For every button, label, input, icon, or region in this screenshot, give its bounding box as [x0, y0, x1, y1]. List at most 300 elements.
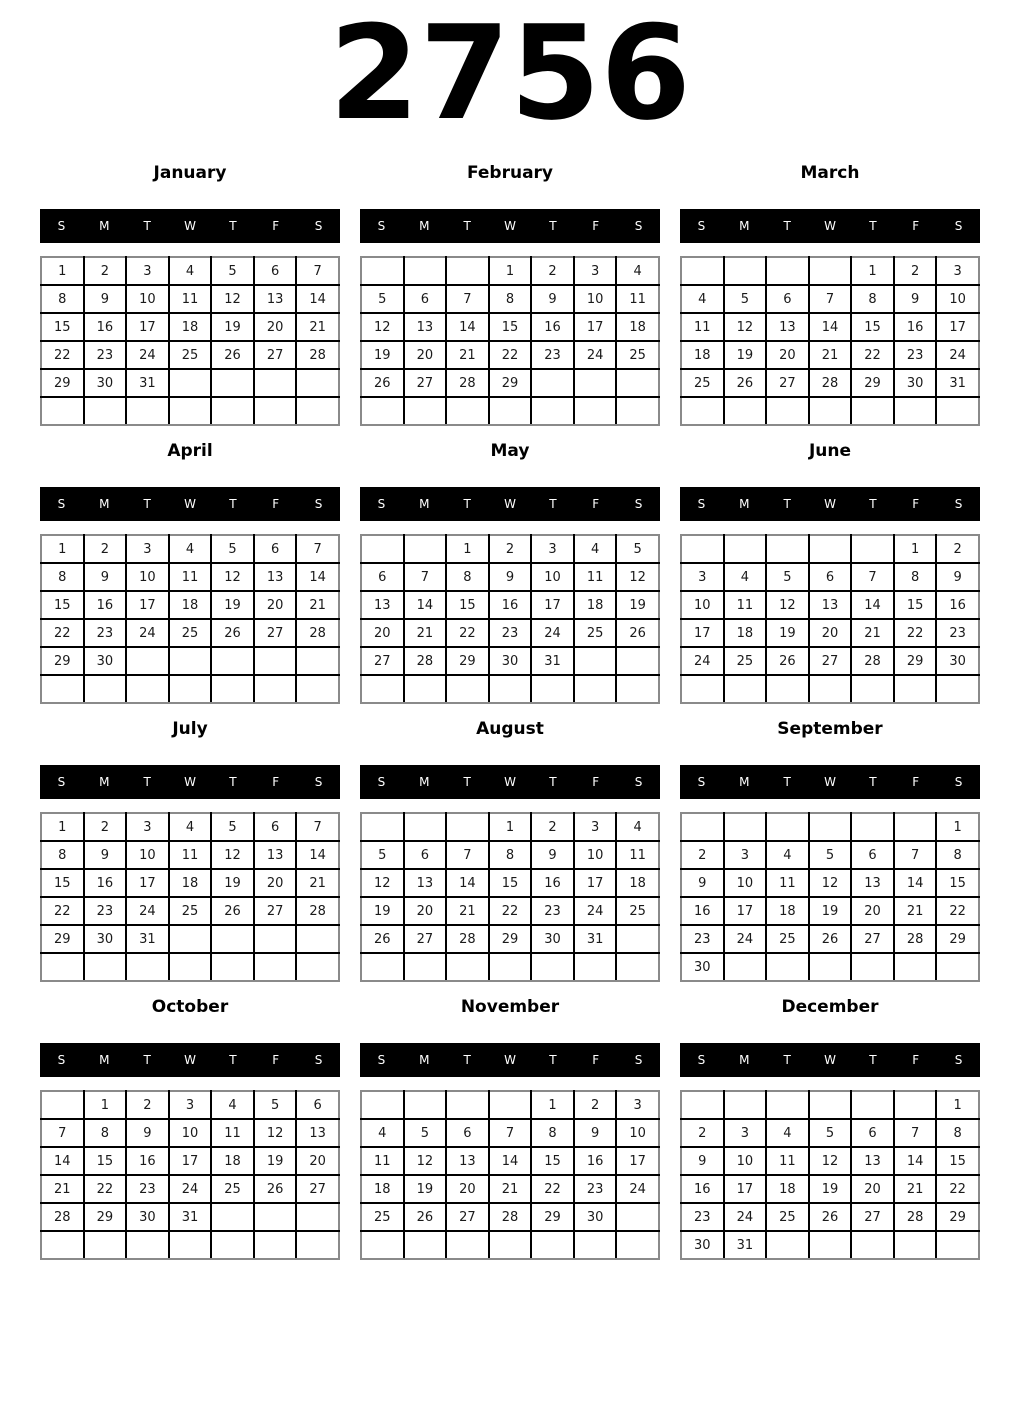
date-cell: 12	[254, 1119, 297, 1147]
date-cell: 21	[894, 1175, 937, 1203]
weekday-label: W	[824, 1053, 836, 1067]
empty-cell	[404, 1091, 447, 1119]
date-cell: 8	[41, 841, 84, 869]
empty-cell	[894, 397, 937, 425]
date-cell: 28	[296, 341, 339, 369]
date-cell: 17	[724, 1175, 767, 1203]
weekday-label: M	[99, 775, 110, 789]
empty-cell	[446, 397, 489, 425]
week-row	[361, 591, 659, 619]
date-cell: 11	[169, 841, 212, 869]
weekday-label: T	[549, 775, 557, 789]
date-cell: 15	[41, 591, 84, 619]
date-cell: 10	[126, 285, 169, 313]
date-cell: 26	[211, 897, 254, 925]
date-cell: 28	[446, 925, 489, 953]
date-cell: 23	[126, 1175, 169, 1203]
date-cell: 13	[404, 313, 447, 341]
month-title: September	[777, 719, 883, 739]
empty-cell	[531, 369, 574, 397]
date-cell: 30	[84, 369, 127, 397]
date-cell: 14	[851, 591, 894, 619]
empty-cell	[211, 675, 254, 703]
empty-cell	[169, 397, 212, 425]
date-cell: 9	[531, 285, 574, 313]
date-cell: 3	[169, 1091, 212, 1119]
date-table	[40, 256, 340, 426]
date-cell: 20	[254, 313, 297, 341]
date-cell: 10	[681, 591, 724, 619]
empty-cell	[169, 675, 212, 703]
date-cell: 10	[169, 1119, 212, 1147]
month-november	[360, 994, 660, 1260]
weekday-label: S	[314, 1053, 323, 1067]
date-cell: 30	[681, 1231, 724, 1259]
weekday-label: W	[824, 219, 836, 233]
date-cell: 12	[404, 1147, 447, 1175]
weekday-label: F	[272, 219, 280, 233]
date-cell: 18	[361, 1175, 404, 1203]
empty-cell	[531, 953, 574, 981]
empty-cell	[296, 647, 339, 675]
date-cell: 25	[724, 647, 767, 675]
month-title: November	[460, 997, 560, 1017]
month-title: March	[800, 163, 860, 183]
date-cell: 16	[489, 591, 532, 619]
date-cell: 5	[211, 813, 254, 841]
date-cell: 18	[766, 897, 809, 925]
date-cell: 16	[681, 1175, 724, 1203]
date-cell: 9	[681, 1147, 724, 1175]
date-cell: 26	[616, 619, 659, 647]
empty-cell	[361, 675, 404, 703]
month-march	[680, 160, 980, 426]
empty-cell	[681, 675, 724, 703]
week-row	[361, 675, 659, 703]
empty-cell	[809, 813, 852, 841]
weekday-label: M	[99, 1053, 110, 1067]
date-cell: 30	[84, 925, 127, 953]
empty-cell	[254, 1203, 297, 1231]
week-row	[681, 563, 979, 591]
week-row	[681, 1091, 979, 1119]
week-row	[681, 619, 979, 647]
date-cell: 21	[41, 1175, 84, 1203]
empty-cell	[851, 1231, 894, 1259]
week-row	[681, 1231, 979, 1259]
date-cell: 5	[766, 563, 809, 591]
empty-cell	[211, 925, 254, 953]
weekday-label: S	[954, 497, 963, 511]
week-row	[681, 647, 979, 675]
date-cell: 4	[681, 285, 724, 313]
date-cell: 18	[766, 1175, 809, 1203]
date-cell: 15	[894, 591, 937, 619]
date-cell: 5	[724, 285, 767, 313]
date-cell: 24	[936, 341, 979, 369]
empty-cell	[446, 1091, 489, 1119]
date-cell: 10	[574, 841, 617, 869]
date-cell: 31	[936, 369, 979, 397]
date-cell: 7	[296, 257, 339, 285]
empty-cell	[681, 535, 724, 563]
date-cell: 6	[404, 285, 447, 313]
date-cell: 14	[404, 591, 447, 619]
date-cell: 5	[254, 1091, 297, 1119]
date-cell: 9	[531, 841, 574, 869]
empty-cell	[211, 397, 254, 425]
empty-cell	[211, 1203, 254, 1231]
weekday-label: T	[229, 497, 237, 511]
week-row	[41, 397, 339, 425]
date-cell: 29	[41, 369, 84, 397]
date-cell: 11	[169, 563, 212, 591]
date-cell: 7	[489, 1119, 532, 1147]
date-cell: 23	[531, 341, 574, 369]
date-cell: 20	[404, 897, 447, 925]
date-cell: 17	[169, 1147, 212, 1175]
date-cell: 16	[574, 1147, 617, 1175]
week-row	[361, 285, 659, 313]
month-may	[360, 438, 660, 704]
date-cell: 23	[84, 341, 127, 369]
date-cell: 25	[169, 341, 212, 369]
week-row	[681, 1147, 979, 1175]
date-cell: 10	[724, 869, 767, 897]
date-cell: 14	[894, 869, 937, 897]
empty-cell	[84, 397, 127, 425]
empty-cell	[766, 1231, 809, 1259]
date-cell: 25	[616, 897, 659, 925]
date-cell: 9	[574, 1119, 617, 1147]
weekday-label: M	[739, 775, 750, 789]
date-cell: 29	[531, 1203, 574, 1231]
week-row	[681, 813, 979, 841]
date-cell: 19	[809, 1175, 852, 1203]
week-row	[41, 563, 339, 591]
weekday-label: M	[99, 497, 110, 511]
empty-cell	[254, 1231, 297, 1259]
weekday-label: F	[912, 1053, 920, 1067]
date-cell: 9	[681, 869, 724, 897]
date-cell: 20	[851, 1175, 894, 1203]
week-row	[361, 813, 659, 841]
empty-cell	[936, 1231, 979, 1259]
empty-cell	[766, 953, 809, 981]
date-cell: 16	[531, 313, 574, 341]
date-cell: 27	[254, 619, 297, 647]
date-cell: 8	[894, 563, 937, 591]
date-cell: 10	[126, 841, 169, 869]
date-cell: 22	[489, 897, 532, 925]
weekday-label: T	[869, 775, 877, 789]
date-cell: 1	[446, 535, 489, 563]
date-cell: 14	[809, 313, 852, 341]
date-cell: 20	[404, 341, 447, 369]
date-cell: 19	[211, 869, 254, 897]
month-title: June	[808, 441, 852, 461]
weekday-label: S	[377, 219, 386, 233]
empty-cell	[404, 257, 447, 285]
date-cell: 2	[84, 813, 127, 841]
month-april	[40, 438, 340, 704]
weekday-label: T	[869, 219, 877, 233]
weekday-label: F	[592, 219, 600, 233]
date-cell: 2	[681, 1119, 724, 1147]
date-cell: 16	[84, 591, 127, 619]
date-cell: 1	[936, 813, 979, 841]
weekday-header	[40, 1043, 340, 1077]
empty-cell	[296, 953, 339, 981]
empty-cell	[574, 675, 617, 703]
date-cell: 2	[936, 535, 979, 563]
date-cell: 26	[724, 369, 767, 397]
empty-cell	[724, 1091, 767, 1119]
date-cell: 30	[531, 925, 574, 953]
empty-cell	[254, 647, 297, 675]
date-cell: 17	[936, 313, 979, 341]
empty-cell	[851, 397, 894, 425]
date-cell: 24	[169, 1175, 212, 1203]
weekday-label: F	[272, 775, 280, 789]
week-row	[361, 619, 659, 647]
date-cell: 24	[616, 1175, 659, 1203]
empty-cell	[211, 1231, 254, 1259]
date-cell: 4	[169, 813, 212, 841]
date-cell: 28	[894, 925, 937, 953]
weekday-label: T	[143, 219, 151, 233]
date-cell: 23	[531, 897, 574, 925]
empty-cell	[41, 675, 84, 703]
month-september	[680, 716, 980, 982]
date-cell: 17	[126, 591, 169, 619]
empty-cell	[809, 1091, 852, 1119]
empty-cell	[809, 535, 852, 563]
week-row	[361, 1147, 659, 1175]
month-january	[40, 160, 340, 426]
month-july	[40, 716, 340, 982]
date-cell: 23	[84, 897, 127, 925]
week-row	[41, 1091, 339, 1119]
date-cell: 5	[809, 1119, 852, 1147]
date-cell: 24	[724, 1203, 767, 1231]
date-cell: 6	[254, 257, 297, 285]
date-cell: 13	[851, 1147, 894, 1175]
empty-cell	[169, 953, 212, 981]
weekday-label: T	[549, 497, 557, 511]
date-cell: 3	[126, 257, 169, 285]
date-cell: 22	[84, 1175, 127, 1203]
weekday-label: W	[504, 497, 516, 511]
date-cell: 17	[126, 313, 169, 341]
weekday-label: T	[463, 1053, 471, 1067]
week-row	[41, 869, 339, 897]
date-cell: 26	[766, 647, 809, 675]
date-cell: 6	[296, 1091, 339, 1119]
date-cell: 4	[169, 535, 212, 563]
date-cell: 5	[809, 841, 852, 869]
date-cell: 19	[254, 1147, 297, 1175]
date-cell: 22	[851, 341, 894, 369]
month-title: October	[151, 997, 229, 1017]
date-table	[40, 812, 340, 982]
empty-cell	[489, 1231, 532, 1259]
date-cell: 26	[809, 925, 852, 953]
date-cell: 11	[766, 1147, 809, 1175]
weekday-label: M	[419, 497, 430, 511]
date-cell: 23	[936, 619, 979, 647]
date-cell: 19	[361, 341, 404, 369]
date-cell: 24	[724, 925, 767, 953]
week-row	[681, 675, 979, 703]
date-cell: 15	[489, 313, 532, 341]
weekday-label: M	[739, 1053, 750, 1067]
date-table	[360, 534, 660, 704]
empty-cell	[169, 647, 212, 675]
weekday-label: F	[912, 219, 920, 233]
date-cell: 22	[894, 619, 937, 647]
empty-cell	[126, 1231, 169, 1259]
empty-cell	[446, 257, 489, 285]
date-cell: 19	[361, 897, 404, 925]
empty-cell	[446, 1231, 489, 1259]
date-cell: 16	[84, 869, 127, 897]
week-row	[41, 647, 339, 675]
empty-cell	[531, 397, 574, 425]
week-row	[41, 369, 339, 397]
week-row	[41, 813, 339, 841]
date-cell: 21	[894, 897, 937, 925]
weekday-label: T	[229, 219, 237, 233]
date-cell: 29	[41, 647, 84, 675]
month-august	[360, 716, 660, 982]
week-row	[361, 563, 659, 591]
date-cell: 16	[84, 313, 127, 341]
week-row	[681, 341, 979, 369]
date-cell: 28	[446, 369, 489, 397]
weekday-label: W	[184, 219, 196, 233]
empty-cell	[84, 953, 127, 981]
date-cell: 1	[41, 257, 84, 285]
month-title: April	[167, 441, 213, 461]
date-cell: 3	[936, 257, 979, 285]
empty-cell	[894, 813, 937, 841]
date-cell: 3	[724, 841, 767, 869]
date-cell: 7	[446, 841, 489, 869]
empty-cell	[446, 953, 489, 981]
date-cell: 14	[894, 1147, 937, 1175]
weekday-label: M	[419, 219, 430, 233]
week-row	[681, 535, 979, 563]
week-row	[41, 953, 339, 981]
date-cell: 25	[766, 1203, 809, 1231]
week-row	[361, 869, 659, 897]
weekday-header	[40, 487, 340, 521]
empty-cell	[296, 397, 339, 425]
date-cell: 18	[616, 313, 659, 341]
date-cell: 6	[809, 563, 852, 591]
weekday-label: S	[954, 219, 963, 233]
date-cell: 17	[531, 591, 574, 619]
date-cell: 3	[724, 1119, 767, 1147]
week-row	[361, 647, 659, 675]
date-cell: 20	[851, 897, 894, 925]
week-row	[681, 397, 979, 425]
empty-cell	[211, 953, 254, 981]
weekday-label: W	[184, 1053, 196, 1067]
months-grid	[40, 160, 980, 1260]
weekday-header	[40, 209, 340, 243]
empty-cell	[84, 675, 127, 703]
date-cell: 19	[766, 619, 809, 647]
weekday-label: F	[912, 775, 920, 789]
empty-cell	[936, 953, 979, 981]
empty-cell	[169, 369, 212, 397]
weekday-label: S	[314, 219, 323, 233]
weekday-header	[360, 1043, 660, 1077]
empty-cell	[809, 257, 852, 285]
weekday-label: S	[634, 1053, 643, 1067]
date-cell: 15	[84, 1147, 127, 1175]
date-cell: 21	[296, 591, 339, 619]
date-cell: 9	[894, 285, 937, 313]
date-table	[40, 534, 340, 704]
date-cell: 6	[766, 285, 809, 313]
date-cell: 21	[446, 341, 489, 369]
empty-cell	[41, 397, 84, 425]
date-cell: 12	[211, 285, 254, 313]
weekday-label: T	[463, 775, 471, 789]
date-cell: 29	[489, 925, 532, 953]
date-cell: 17	[616, 1147, 659, 1175]
date-cell: 13	[296, 1119, 339, 1147]
date-cell: 27	[404, 925, 447, 953]
weekday-label: T	[549, 1053, 557, 1067]
date-cell: 14	[296, 285, 339, 313]
week-row	[361, 925, 659, 953]
year-title: 2756	[329, 0, 691, 149]
date-cell: 25	[574, 619, 617, 647]
empty-cell	[616, 647, 659, 675]
date-cell: 2	[681, 841, 724, 869]
week-row	[681, 1203, 979, 1231]
month-title: August	[476, 719, 544, 739]
empty-cell	[404, 535, 447, 563]
date-cell: 13	[254, 285, 297, 313]
weekday-label: S	[57, 219, 66, 233]
date-cell: 16	[894, 313, 937, 341]
empty-cell	[361, 257, 404, 285]
date-cell: 7	[894, 841, 937, 869]
date-cell: 20	[254, 869, 297, 897]
empty-cell	[724, 257, 767, 285]
date-cell: 29	[84, 1203, 127, 1231]
month-october	[40, 994, 340, 1260]
date-cell: 29	[446, 647, 489, 675]
week-row	[681, 925, 979, 953]
date-table	[40, 1090, 340, 1260]
date-cell: 20	[766, 341, 809, 369]
date-cell: 31	[126, 369, 169, 397]
date-cell: 19	[211, 591, 254, 619]
empty-cell	[296, 675, 339, 703]
weekday-label: M	[739, 497, 750, 511]
date-cell: 3	[616, 1091, 659, 1119]
date-cell: 27	[851, 925, 894, 953]
empty-cell	[616, 675, 659, 703]
weekday-header	[680, 209, 980, 243]
weekday-label: F	[592, 775, 600, 789]
